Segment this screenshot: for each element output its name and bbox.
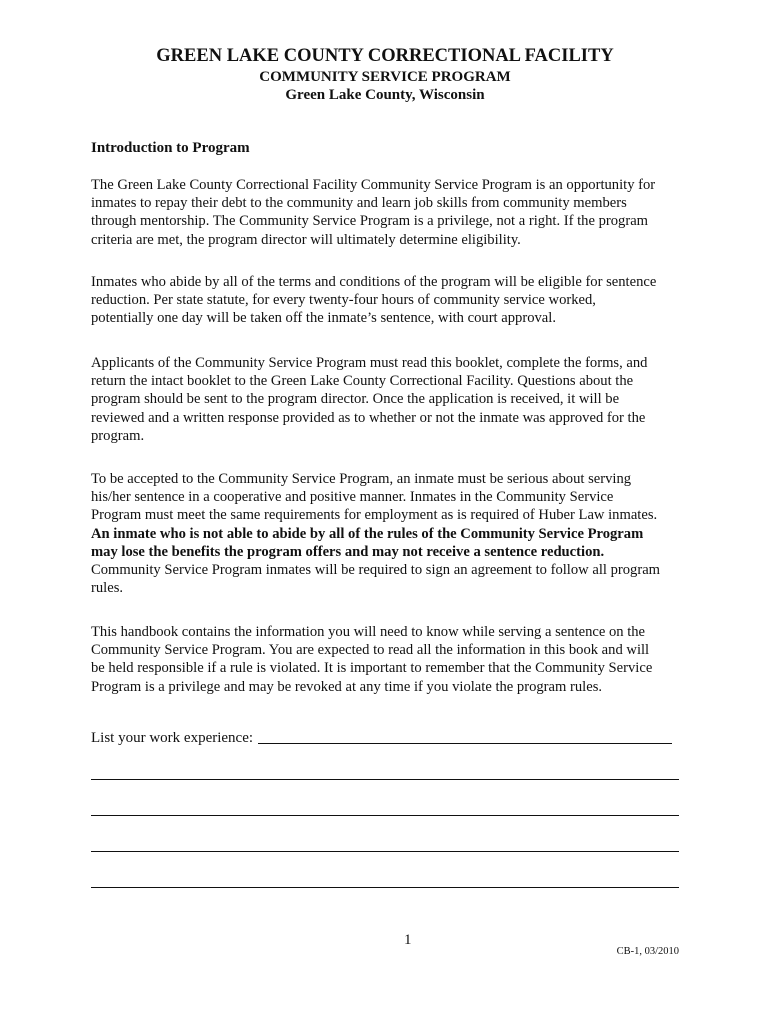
paragraph-line: reviewed and a written response provided as to whether or not the inmate was approved for the <box>91 409 646 426</box>
intro-paragraph <box>91 176 691 249</box>
paragraph-line: Community Service Program. You are expected to read all the information in this book and will <box>91 642 650 659</box>
paragraph-line: Inmates who abide by all of the terms and conditions of the program will be eligible for sentence <box>91 274 657 290</box>
warning-line: may lose the benefits the program offers and may not receive a sentence reduction. <box>91 543 605 560</box>
paragraph-line: Program is a privilege and may be revoked at any time if you violate the program rules. <box>91 678 603 695</box>
acceptance-paragraph <box>91 470 691 597</box>
location-title: Green Lake County, Wisconsin <box>285 87 485 103</box>
page-number: 1 <box>404 932 412 948</box>
work-experience-line[interactable] <box>91 851 679 852</box>
work-experience-label: List your work experience: <box>91 730 254 746</box>
paragraph-line: Community Service Program inmates will be required to sign an agreement to follow all program <box>91 562 661 579</box>
form-code: CB-1, 03/2010 <box>616 946 679 957</box>
work-experience-line[interactable] <box>91 779 679 780</box>
paragraph-line: return the intact booklet to the Green Lake County Correctional Facility. Questions about the <box>91 373 634 390</box>
paragraph-line: The Green Lake County Correctional Facility Community Service Program is an opportunity for <box>91 177 656 193</box>
handbook-paragraph <box>91 623 691 696</box>
paragraph-line: be held responsible if a rule is violated. It is important to remember that the Community Service <box>91 660 653 677</box>
paragraph-line: potentially one day will be taken off the inmate’s sentence, with court approval. <box>91 310 556 327</box>
warning-line: An inmate who is not able to abide by all of the rules of the Community Service Program <box>91 525 644 542</box>
work-experience-line[interactable] <box>91 887 679 888</box>
application-paragraph <box>91 354 691 445</box>
paragraph-line: Applicants of the Community Service Program must read this booklet, complete the forms, and <box>91 355 648 371</box>
work-experience-line[interactable] <box>91 815 679 816</box>
paragraph-line: This handbook contains the information you will need to know while serving a sentence on the <box>91 624 646 640</box>
paragraph-line: Program must meet the same requirements for employment as is required of Huber Law inmates. <box>91 507 658 524</box>
facility-title: GREEN LAKE COUNTY CORRECTIONAL FACILITY <box>156 46 614 66</box>
program-title: COMMUNITY SERVICE PROGRAM <box>259 69 511 85</box>
paragraph-line: criteria are met, the program director will ultimately determine eligibility. <box>91 231 521 248</box>
paragraph-line: program should be sent to the program director. Once the application is received, it will be <box>91 391 620 408</box>
section-heading: Introduction to Program <box>91 140 250 156</box>
eligibility-paragraph <box>91 273 691 328</box>
paragraph-line: inmates to repay their debt to the community and learn job skills from community members <box>91 195 627 212</box>
paragraph-line: reduction. Per state statute, for every twenty-four hours of community service worked, <box>91 292 596 309</box>
paragraph-line: program. <box>91 427 145 444</box>
paragraph-line: rules. <box>91 580 124 597</box>
paragraph-line: through mentorship. The Community Service Program is a privilege, not a right. If the program <box>91 213 649 230</box>
paragraph-line: his/her sentence in a cooperative and positive manner. Inmates in the Community Service <box>91 489 614 506</box>
work-experience-field[interactable] <box>258 743 672 744</box>
paragraph-line: To be accepted to the Community Service Program, an inmate must be serious about serving <box>91 471 632 487</box>
